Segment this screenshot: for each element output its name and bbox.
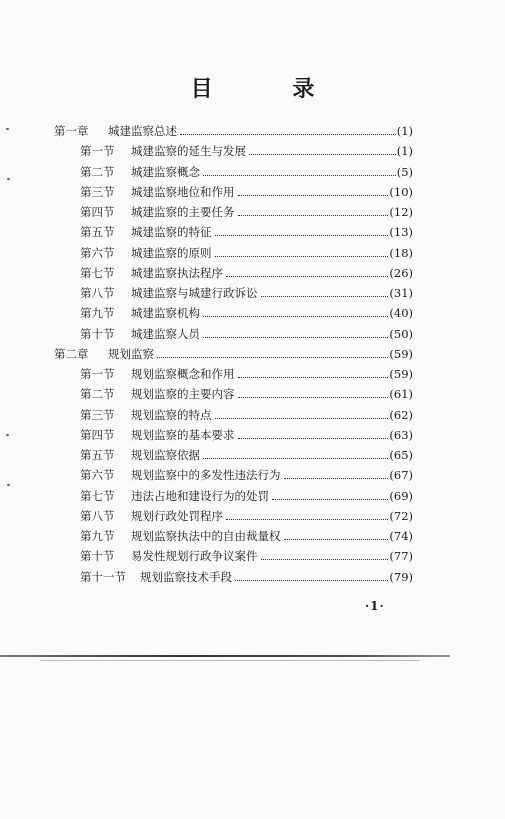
toc-entry-title: 易发性规划行政争议案件: [131, 549, 258, 564]
scan-speck: [7, 484, 10, 486]
toc-entry-number: 第七节: [80, 265, 115, 280]
toc-entry-number: 第二节: [80, 164, 115, 179]
toc-section-row[interactable]: [80, 324, 413, 344]
toc-chapter-row[interactable]: [54, 344, 413, 364]
toc-section-row[interactable]: [80, 222, 413, 242]
toc-entry-page: (61): [389, 387, 413, 402]
toc-section-row[interactable]: [80, 283, 413, 303]
toc-entry-number: 第十一节: [80, 569, 126, 584]
bottom-rule: [0, 655, 450, 657]
toc-entry-page: (72): [389, 508, 413, 523]
dot-leader: [238, 215, 389, 216]
toc-section-row[interactable]: [80, 162, 413, 182]
dot-leader: [238, 377, 389, 378]
toc-entry-page: (5): [396, 164, 413, 179]
dot-leader: [226, 276, 388, 277]
toc-entry-number: 第六节: [80, 468, 115, 483]
dot-leader: [272, 499, 388, 500]
dot-leader: [238, 438, 389, 439]
toc-entry-page: (1): [396, 144, 413, 159]
dot-leader: [215, 418, 389, 419]
toc-entry-number: 第六节: [80, 245, 115, 260]
toc-entry-page: (50): [389, 326, 413, 341]
toc-entry-number: 第八节: [80, 508, 115, 523]
toc-section-row[interactable]: [80, 364, 413, 384]
dot-leader: [261, 296, 389, 297]
dot-leader: [157, 357, 388, 358]
toc-section-row[interactable]: [80, 506, 413, 526]
toc-section-row[interactable]: [80, 303, 413, 323]
toc-entry-title: 城建监察的原则: [131, 245, 212, 260]
toc-entry-number: 第三节: [80, 184, 115, 199]
toc-entry-page: (62): [389, 407, 413, 422]
toc-entry-title: 规划监察的主要内容: [131, 387, 235, 402]
toc-entry-number: 第十节: [80, 549, 115, 564]
toc-entry-page: (40): [389, 306, 413, 321]
page-title: 目 录: [190, 77, 351, 102]
toc-entry-page: (13): [389, 225, 413, 240]
toc-entry-title: 规划行政处罚程序: [131, 508, 223, 523]
toc-entry-page: (1): [396, 124, 413, 138]
toc-entry-title: 规划监察技术手段: [140, 569, 232, 584]
toc-entry-page: (79): [389, 569, 413, 584]
toc-entry-title: 规划监察的基本要求: [131, 427, 235, 442]
toc-section-row[interactable]: [80, 263, 413, 283]
toc-entry-title: 规划监察的特点: [131, 407, 212, 422]
dot-leader: [226, 519, 388, 520]
toc-entry-page: (10): [389, 184, 413, 199]
dot-leader: [261, 559, 389, 560]
toc-entry-title: 城建监察执法程序: [131, 265, 223, 280]
toc-entry-title: 城建监察与城建行政诉讼: [131, 286, 258, 300]
toc-entry-page: (59): [389, 346, 413, 361]
dot-leader: [238, 195, 389, 196]
toc-entry-number: 第四节: [80, 205, 115, 219]
toc-entry-page: (12): [389, 205, 413, 219]
toc-entry-number: 第五节: [80, 448, 115, 462]
toc-entry-number: 第一章: [54, 124, 89, 138]
dot-leader: [203, 175, 396, 176]
toc-entry-number: 第七节: [80, 488, 115, 503]
toc-section-row[interactable]: [80, 526, 413, 546]
dot-leader: [249, 154, 396, 155]
dot-leader: [203, 316, 388, 317]
toc-section-row[interactable]: [80, 182, 413, 202]
toc-entry-number: 第二节: [80, 387, 115, 402]
dot-leader: [180, 134, 396, 135]
toc-entry-title: 城建监察的延生与发展: [131, 144, 246, 159]
toc-entry-title: 规划监察中的多发性违法行为: [131, 468, 281, 483]
toc-entry-title: 规划监察依据: [131, 448, 200, 462]
dot-leader: [215, 256, 389, 257]
toc-entry-page: (67): [389, 468, 413, 483]
toc-entry-title: 规划监察: [108, 346, 154, 361]
scan-speck: [7, 178, 10, 180]
toc-entry-page: (74): [389, 529, 413, 543]
toc-section-row[interactable]: [80, 567, 413, 587]
dot-leader: [235, 580, 388, 581]
toc-section-row[interactable]: [80, 445, 413, 465]
toc-entry-number: 第二章: [54, 346, 89, 361]
toc-entry-page: (63): [389, 427, 413, 442]
toc-section-row[interactable]: [80, 202, 413, 222]
toc-entry-title: 城建监察的特征: [131, 225, 212, 240]
toc-entry-number: 第五节: [80, 225, 115, 240]
toc-entry-number: 第一节: [80, 367, 115, 381]
toc-entry-page: (18): [389, 245, 413, 260]
dot-leader: [203, 458, 388, 459]
dot-leader: [238, 397, 389, 398]
toc-section-row[interactable]: [80, 486, 413, 506]
toc-section-row[interactable]: [80, 243, 413, 263]
toc-entry-title: 城建监察的主要任务: [131, 205, 235, 219]
toc-entry-title: 违法占地和建设行为的处罚: [131, 488, 269, 503]
toc-entry-number: 第一节: [80, 144, 115, 159]
toc-section-row[interactable]: [80, 405, 413, 425]
scan-speck: [6, 434, 9, 436]
toc-entry-number: 第九节: [80, 529, 115, 543]
toc-entry-number: 第九节: [80, 306, 115, 321]
toc-section-row[interactable]: [80, 546, 413, 566]
dot-leader: [203, 337, 388, 338]
bottom-rule-faint: [40, 660, 420, 661]
toc-entry-page: (31): [389, 286, 413, 300]
toc-entry-title: 城建监察地位和作用: [131, 184, 235, 199]
toc-entry-number: 第三节: [80, 407, 115, 422]
toc-entry-page: (26): [389, 265, 413, 280]
toc-section-row[interactable]: [80, 141, 413, 161]
toc-entry-number: 第四节: [80, 427, 115, 442]
toc-entry-number: 第八节: [80, 286, 115, 300]
page-number: ·1·: [365, 599, 385, 613]
dot-leader: [215, 235, 389, 236]
toc-entry-page: (59): [389, 367, 413, 381]
toc-entry-title: 城建监察总述: [108, 124, 177, 138]
toc-entry-title: 规划监察执法中的自由裁量权: [131, 529, 281, 543]
toc-section-row[interactable]: [80, 465, 413, 485]
toc-entry-title: 城建监察机构: [131, 306, 200, 321]
toc-chapter-row[interactable]: [54, 121, 413, 141]
scan-speck: [6, 128, 9, 130]
toc-entry-page: (69): [389, 488, 413, 503]
dot-leader: [284, 539, 389, 540]
toc-entry-page: (77): [389, 549, 413, 564]
toc-entry-page: (65): [389, 448, 413, 462]
toc-entry-title: 规划监察概念和作用: [131, 367, 235, 381]
dot-leader: [284, 478, 389, 479]
toc-entry-title: 城建监察人员: [131, 326, 200, 341]
toc-entry-title: 城建监察概念: [131, 164, 200, 179]
toc-entry-number: 第十节: [80, 326, 115, 341]
toc-section-row[interactable]: [80, 425, 413, 445]
toc-section-row[interactable]: [80, 384, 413, 404]
